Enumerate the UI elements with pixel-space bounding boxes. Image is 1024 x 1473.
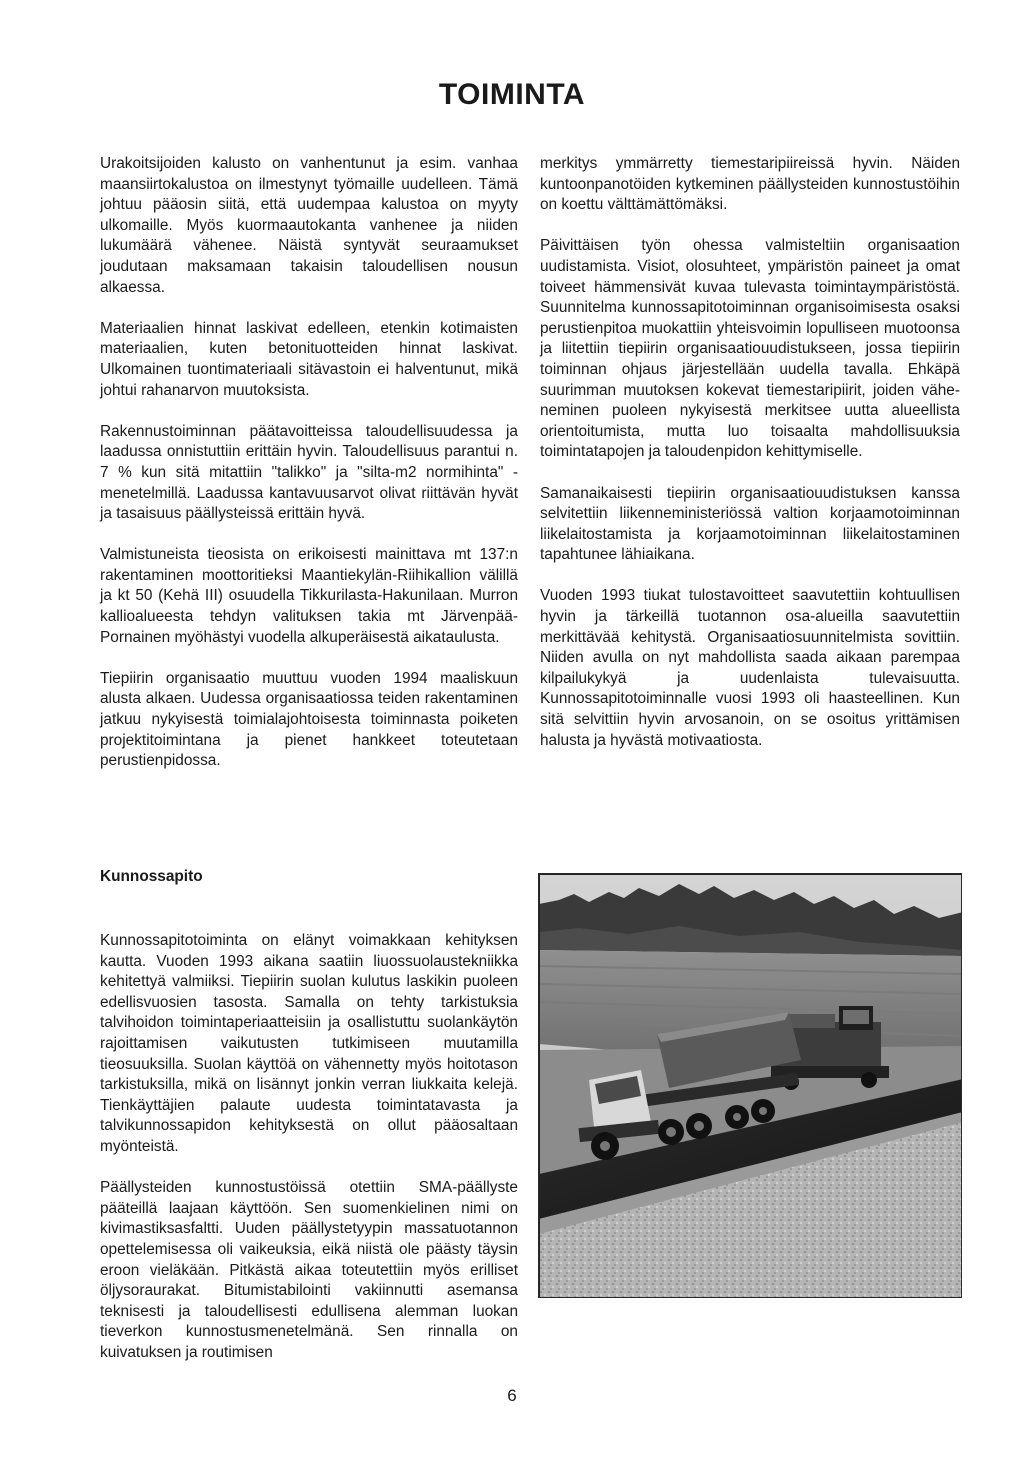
paragraph: Päällysteiden kunnostustöissä otettiin SMA-päällyste pääteillä laajaan käyttöön. Sen suomenkielinen nimi on kivimastiksasfaltti. Uuden päällystetyypin massatuotannon opettelemisessa oli vaikeuksia, eikä niistä ole päästy täysin eroon vieläkään. Pitkästä aikaa toteutettiin myös erilliset öljysoraurakat. Bitumistabilointi vakiinnutti asemansa teknisesti ja taloudellisesti edullisena alemman luokan tieverkon kunnostusmenetelmänä. Sen rinnalla on kuivatuksen ja routimisen [100, 1179, 518, 1361]
paragraph: merkitys ymmärretty tiemestaripiireissä hyvin. Näiden kuntoonpanotöiden kytkeminen päällysteiden kunnostustöihin on koettu välttämättömäksi. [540, 155, 960, 214]
paragraph: Päivittäisen työn ohessa valmisteltiin organisaation uudistamista. Visiot, olosuhteet, ympäristön paineet ja omat toiveet hämmensivät kuvaa tulevasta toimintaympäristöstä. Suunnitelma kunnossapitotoiminnan organisoimisesta osaksi perustienpitoa muokattiin yhteisvoimin lopulliseen muotoonsa ja liitettiin tiepiirin organisaatiouudistukseen, jossa tiepiirin toiminnan ohjaus järjestellään uudella tavalla. Ehkäpä suurimman muutoksen kokevat tiemestaripiirit, joiden väheneminen puoleen nykyisestä merkitsee uutta alueellista orientoitumista, mutta luo toisaalta mahdollisuuksia toimintatapojen ja taloudenpidon kehittymiselle. [540, 237, 960, 461]
paragraph: Materiaalien hinnat laskivat edelleen, etenkin kotimaisten materiaalien, kuten betonituotteiden hinnat laskivat. Ulkomainen tuontimateriaali sitävastoin ei halventunut, mikä johtui rahanarvon muutoksista. [100, 319, 518, 399]
left-column [100, 154, 518, 772]
maintenance-section-body [100, 931, 518, 1363]
page-number: 6 [507, 1386, 517, 1405]
road-paving-photo-drawing [539, 874, 962, 1298]
right-column [540, 154, 960, 751]
paragraph: Vuoden 1993 tiukat tulostavoitteet saavutettiin kohtuullisen hyvin ja tärkeillä tuotannon osa-alueilla saavutettiin merkittävää kehitystä. Organisaatiosuunnitelmista sovittiin. Niiden avulla on nyt mahdollista saada aikaan parempaa kilpailukykyä ja uudenlaista tulevaisuutta. Kunnossapitotoiminnalle vuosi 1993 oli haasteellinen. Kun sitä selvittiin hyvin arvosanoin, on se osoitus yrittämisen halusta ja hyvästä motivaatiosta. [540, 587, 960, 749]
paragraph: Samanaikaisesti tiepiirin organisaatiouudistuksen kanssa selvitettiin liikenneministeriössä valtion korjaamotoiminnan liikelaitostamista ja korjaamotoiminnan liikelaitostaminen tapahtunee lähiaikana. [540, 484, 960, 564]
paragraph: Rakennustoiminnan päätavoitteissa taloudellisuudessa ja laadussa onnistuttiin erittäin hyvin. Taloudellisuus parantui n. 7 % kun sitä mitattiin "talikko" ja "silta-m2 normihinta" -menetelmillä. Laadussa kantavuusarvot olivat riittävän hyvät ja tasaisuus päällysteissä erittäin hyvä. [100, 422, 518, 523]
paragraph: Valmistuneista tieosista on erikoisesti mainittava mt 137:n rakentaminen moottoritieksi Maantiekylän-Riihikallion välillä ja kt 50 (Kehä III) osuudella Tikkurilasta-Hakunilaan. Murron kallioalueesta tehdyn valituksen takia mt Järvenpää-Pornainen myöhästyi vuodella alkuperäisestä aikataulusta. [100, 546, 518, 646]
page-title: TOIMINTA [438, 78, 586, 111]
section-heading-kunnossapito: Kunnossapito [100, 868, 203, 885]
paragraph: Tiepiirin organisaatio muuttuu vuoden 1994 maaliskuun alusta alkaen. Uudessa organisaatiossa teiden rakentaminen jatkuu nykyisestä toimialajohtoisesta toiminnasta poiketen projektitoimintana ja pienet hankkeet toteutetaan perustienpidossa. [100, 669, 518, 770]
paragraph: Urakoitsijoiden kalusto on vanhentunut ja esim. vanhaa maansiirtokalustoa on ilmestynyt työmaille uudelleen. Tämä johtuu pääosin siitä, että uudempaa kalustoa on myyty ulkomaille. Myös kuormaautokanta vanhenee ja niiden lukumäärä vähenee. Näistä syntyvät seuraamukset joudutaan maksamaan takaisin taloudellisen nousun alkaessa. [100, 155, 518, 296]
paragraph: Kunnossapitotoiminta on elänyt voimakkaan kehityksen kautta. Vuoden 1993 aikana saatiin liuossuolaustekniikka kehitettyä valmiiksi. Tiepiirin suolan kulutus laskikin puoleen edellisvuosien tasosta. Samalla on tehty tarkistuksia talvihoidon toimintaperiaatteisiin ja osallistuttu suolankäytön rajoittamisen vaikutusten tutkimiseen muutamilla tieosuuksilla. Suolan käyttöä on vähennetty myös hoitotason tarkistuksilla, mikä on lisännyt jonkin verran liukkaita kelejä. Tienkäyttäjien palaute uudesta toimintatavasta ja talvikunnossapidon kehityksestä on ollut pääosaltaan myönteistä. [100, 932, 518, 1155]
road-paving-photo [538, 873, 962, 1298]
